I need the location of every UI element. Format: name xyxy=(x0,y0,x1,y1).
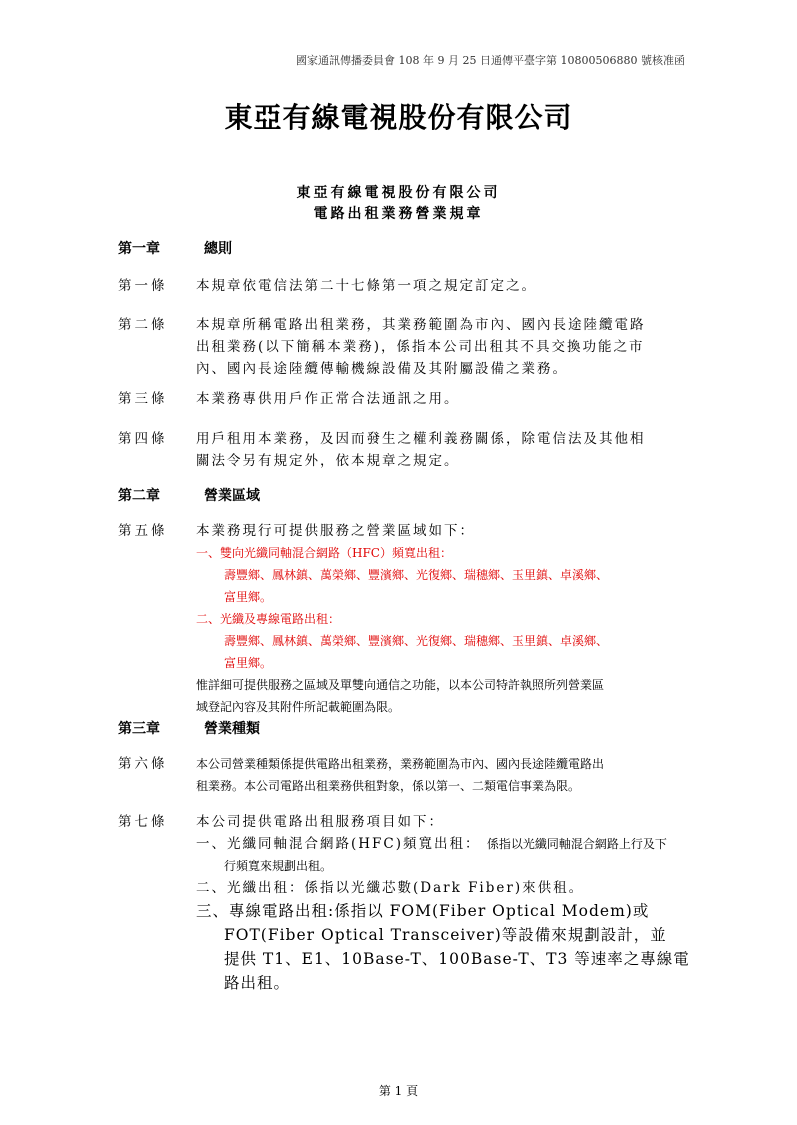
article-line: 本規章所稱電路出租業務，其業務範圍為市內、國內長途陸纜電路 xyxy=(196,317,646,333)
chapter-2-heading xyxy=(118,485,260,505)
article-note: 域登記內容及其附件所記載範圍為限。 xyxy=(196,700,401,714)
article-label: 第三條 xyxy=(118,391,168,407)
chapter-3-heading xyxy=(118,718,260,738)
service-item-2: 二、光纖出租：係指以光纖芯數(Dark Fiber)來供租。 xyxy=(196,880,585,896)
service-item-desc: 行頻寬來規劃出租。 xyxy=(224,859,333,873)
service-item-title: 一、光纖同軸混合網路(HFC)頻寬出租： xyxy=(196,836,481,852)
service-area-item-2-title: 二、光纖及專線電路出租： xyxy=(196,612,341,626)
article-line: 本公司營業種類係提供電路出租業務，業務範圍為市內、國內長途陸纜電路出 xyxy=(196,757,605,771)
company-title: 東亞有線電視股份有限公司 xyxy=(224,101,573,134)
article-5 xyxy=(118,520,708,718)
article-label: 第四條 xyxy=(118,431,168,447)
subtitle-company: 東亞有線電視股份有限公司 xyxy=(296,185,501,201)
article-intro: 本公司提供電路出租服務項目如下： xyxy=(196,814,444,830)
article-1 xyxy=(118,275,708,297)
service-area-list: 壽豐鄉、鳳林鎮、萬榮鄉、豐濱鄉、光復鄉、瑞穗鄉、玉里鎮、卓溪鄉、 xyxy=(224,634,609,648)
service-area-list: 壽豐鄉、鳳林鎮、萬榮鄉、豐濱鄉、光復鄉、瑞穗鄉、玉里鎮、卓溪鄉、 xyxy=(224,568,609,582)
chapter-number: 第一章 xyxy=(118,241,160,257)
article-line: 租業務。本公司電路出租業務供租對象，係以第一、二類電信事業為限。 xyxy=(196,779,581,793)
service-item-3: 三、專線電路出租:係指以 FOM(Fiber Optical Modem)或 xyxy=(196,902,650,920)
article-2 xyxy=(118,314,708,380)
chapter-title: 營業種類 xyxy=(204,721,260,737)
service-area-list: 富里鄉。 xyxy=(224,590,273,604)
service-area-list: 富里鄉。 xyxy=(224,656,273,670)
article-label: 第五條 xyxy=(118,523,168,539)
article-6 xyxy=(118,753,708,797)
chapter-number: 第三章 xyxy=(118,721,160,737)
article-label: 第七條 xyxy=(118,814,168,830)
article-label: 第二條 xyxy=(118,317,168,333)
subtitle-document: 電路出租業務營業規章 xyxy=(313,206,484,222)
approval-reference: 國家通訊傳播委員會 108 年 9 月 25 日通傳平臺字第 10800506880 號核准函 xyxy=(296,54,685,67)
chapter-1-heading xyxy=(118,238,232,258)
article-line: 關法令另有規定外，依本規章之規定。 xyxy=(196,453,460,469)
service-item-3-cont: FOT(Fiber Optical Transceiver)等設備來規劃設計，並 xyxy=(224,926,667,944)
article-7 xyxy=(118,811,708,995)
article-intro: 本業務現行可提供服務之營業區域如下： xyxy=(196,523,475,539)
article-line: 內、國內長途陸纜傳輸機線設備及其附屬設備之業務。 xyxy=(196,361,568,377)
service-item-3-cont: 提供 T1、E1、10Base-T、100Base-T、T3 等速率之專線電 xyxy=(224,950,690,968)
service-area-item-1-title: 一、雙向光纖同軸混合網路（HFC）頻寬出租： xyxy=(196,546,452,560)
article-label: 第六條 xyxy=(118,756,168,772)
article-4 xyxy=(118,428,708,472)
article-text: 本規章依電信法第二十七條第一項之規定訂定之。 xyxy=(196,278,537,294)
chapter-number: 第二章 xyxy=(118,488,160,504)
article-line: 出租業務(以下簡稱本業務)，係指本公司出租其不具交換功能之市 xyxy=(196,339,645,355)
article-note: 惟詳細可提供服務之區域及單雙向通信之功能，以本公司特許執照所列營業區 xyxy=(196,678,605,692)
chapter-title: 總則 xyxy=(204,241,232,257)
article-label: 第一條 xyxy=(118,278,168,294)
service-item-1 xyxy=(196,833,708,855)
article-text: 本業務專供用戶作正常合法通訊之用。 xyxy=(196,391,460,407)
service-item-3-cont: 路出租。 xyxy=(224,974,291,992)
chapter-title: 營業區域 xyxy=(204,488,260,504)
page-number: 第 1 頁 xyxy=(378,1084,419,1098)
service-item-desc: 係指以光纖同軸混合網路上行及下 xyxy=(486,837,667,851)
article-line: 用戶租用本業務，及因而發生之權利義務關係，除電信法及其他相 xyxy=(196,431,646,447)
article-3 xyxy=(118,388,708,410)
